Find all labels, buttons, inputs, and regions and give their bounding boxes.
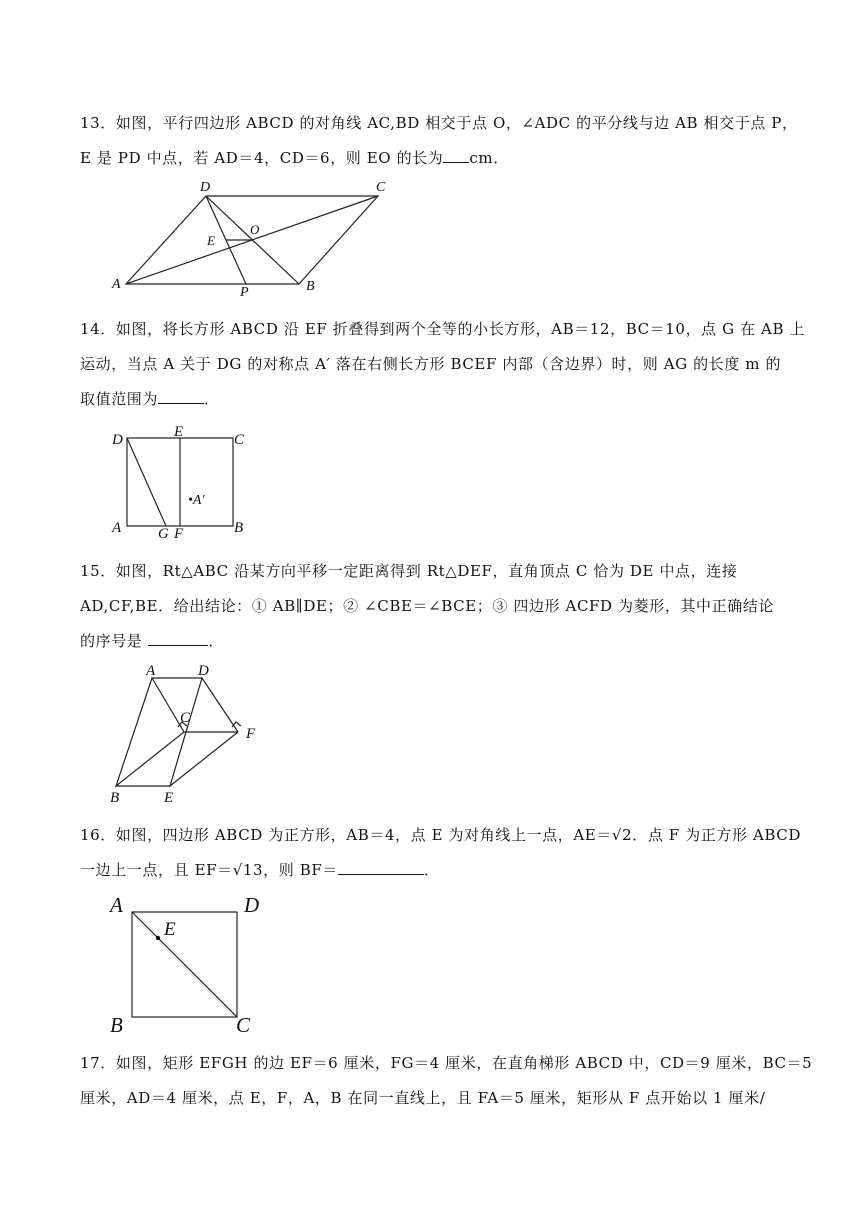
q14-label-d: D bbox=[112, 432, 123, 448]
q13-label-o: O bbox=[250, 222, 260, 237]
q16-square-figure bbox=[108, 892, 278, 1037]
q13-text-line1: 13．如图，平行四边形 ABCD 的对角线 AC,BD 相交于点 O，∠ADC 的平分线与边 AB 相交于点 P， bbox=[80, 114, 798, 132]
q15-label-b: B bbox=[110, 790, 120, 806]
q16-diagonal-ac bbox=[132, 912, 237, 1017]
q15-answer-blank[interactable] bbox=[148, 631, 208, 646]
q16-text-line2 bbox=[80, 859, 780, 881]
q13-text-line2 bbox=[80, 147, 780, 169]
q15-text-line2: AD,CF,BE．给出结论：① AB∥DE；② ∠CBE＝∠BCE；③ 四边形 ACFD 为菱形，其中正确结论 bbox=[80, 597, 775, 615]
q13-label-c: C bbox=[376, 180, 386, 195]
q14-label-e: E bbox=[174, 424, 184, 440]
q15-label-e: E bbox=[164, 790, 174, 806]
q15-label-f: F bbox=[246, 726, 256, 742]
q14-text-line3 bbox=[80, 388, 780, 410]
q13-label-b: B bbox=[306, 279, 315, 294]
q16-label-e: E bbox=[164, 919, 176, 940]
q16-point-e bbox=[156, 936, 160, 940]
q15-label-c: C bbox=[180, 710, 191, 726]
q13-label-p: P bbox=[240, 285, 249, 300]
q16-text-line2-b: ． bbox=[423, 861, 440, 879]
q14-label-b: B bbox=[234, 520, 244, 536]
q13-text-line2-b: cm． bbox=[469, 149, 509, 167]
q16-text-line1: 16．如图，四边形 ABCD 为正方形，AB＝4，点 E 为对角线上一点，AE＝√2．点 F 为正方形 ABCD bbox=[80, 826, 801, 844]
q14-label-f: F bbox=[174, 526, 184, 542]
q13-text-line2-a: E 是 PD 中点，若 AD＝4，CD＝6，则 EO 的长为 bbox=[80, 149, 444, 167]
q14-text-line3-b: ． bbox=[204, 390, 220, 408]
q14-rectangle-figure bbox=[108, 422, 258, 542]
q16-answer-blank[interactable] bbox=[338, 860, 424, 875]
q14-segment-dg bbox=[127, 438, 166, 526]
q15-text-line3 bbox=[80, 630, 780, 652]
q15-text-line1: 15．如图，Rt△ABC 沿某方向平移一定距离得到 Rt△DEF，直角顶点 C 恰为 DE 中点，连接 bbox=[80, 562, 738, 580]
q13-label-d: D bbox=[200, 180, 211, 195]
q16-label-d: D bbox=[244, 893, 260, 917]
q14-label-a-prime: •A′ bbox=[188, 493, 205, 508]
q17-text-line2: 厘米，AD＝4 厘米，点 E，F，A，B 在同一直线上，且 FA＝5 厘米，矩形从 F 点开始以 1 厘米/ bbox=[80, 1089, 766, 1107]
q15-translation-figure bbox=[108, 662, 278, 806]
q15-text-line3-a: 的序号是 bbox=[80, 632, 143, 650]
q14-label-c: C bbox=[234, 432, 245, 448]
q13-label-e: E bbox=[207, 233, 215, 248]
q14-text-line1: 14．如图，将长方形 ABCD 沿 EF 折叠得到两个全等的小长方形，AB＝12，BC＝10，点 G 在 AB 上 bbox=[80, 320, 806, 338]
q15-text-line3-b: ． bbox=[208, 632, 225, 650]
q16-label-b: B bbox=[110, 1013, 123, 1037]
q13-diagonal-bd bbox=[206, 196, 299, 284]
q15-label-d: D bbox=[198, 663, 209, 679]
q14-label-g: G bbox=[158, 526, 169, 542]
q14-answer-blank[interactable] bbox=[158, 389, 204, 404]
q15-right-angle-f bbox=[232, 722, 241, 727]
q16-text-line2-a: 一边上一点，且 EF＝√13，则 BF＝ bbox=[80, 861, 338, 879]
q13-answer-blank[interactable] bbox=[443, 148, 469, 163]
q15-triangle-abc bbox=[116, 678, 184, 786]
q14-text-line2: 运动，当点 A 关于 DG 的对称点 A′ 落在右侧长方形 BCEF 内部（含边界）时，则 AG 的长度 m 的 bbox=[80, 355, 782, 373]
q14-text-line3-a: 取值范围为 bbox=[80, 390, 159, 408]
q14-label-a: A bbox=[112, 520, 122, 536]
q16-label-c: C bbox=[236, 1013, 251, 1037]
q16-label-a: A bbox=[110, 893, 123, 917]
q17-text-line1: 17．如图，矩形 EFGH 的边 EF＝6 厘米，FG＝4 厘米，在直角梯形 ABCD 中，CD＝9 厘米，BC＝5 bbox=[80, 1054, 813, 1072]
q13-parallelogram-figure bbox=[110, 180, 400, 300]
q15-label-a: A bbox=[146, 663, 156, 679]
q13-label-a: A bbox=[112, 277, 121, 292]
